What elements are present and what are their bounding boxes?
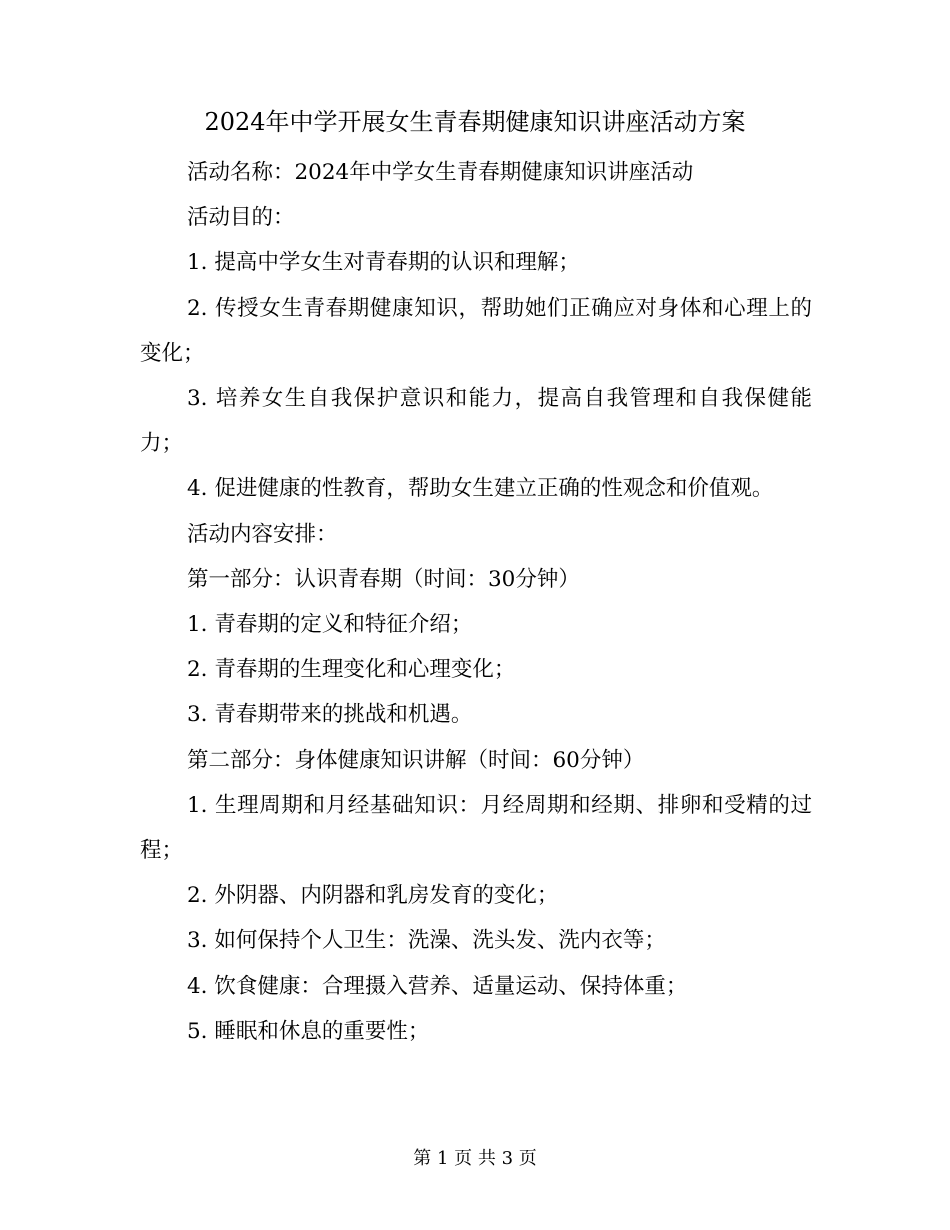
- paragraph-purpose-1: 1. 提高中学女生对青春期的认识和理解；: [187, 250, 580, 276]
- paragraph-purpose-4: 4. 促进健康的性教育，帮助女生建立正确的性观念和价值观。: [187, 476, 774, 502]
- document-title: 2024年中学开展女生青春期健康知识讲座活动方案: [204, 108, 746, 136]
- paragraph-part-two-heading: 第二部分：身体健康知识讲解（时间：60分钟）: [187, 747, 645, 773]
- document-body: [140, 150, 812, 1054]
- paragraph-purpose-heading: 活动目的：: [187, 205, 295, 231]
- paragraph-purpose-3: 3. 培养女生自我保护意识和能力，提高自我管理和自我保健能力；: [140, 386, 812, 457]
- paragraph-part-one-item-3: 3. 青春期带来的挑战和机遇。: [187, 702, 473, 728]
- paragraph-part-one-heading: 第一部分：认识青春期（时间：30分钟）: [187, 566, 580, 592]
- page-footer: 第 1 页 共 3 页: [413, 1148, 537, 1169]
- paragraph-part-two-item-5: 5. 睡眠和休息的重要性；: [187, 1018, 430, 1044]
- paragraph-part-two-item-4: 4. 饮食健康：合理摄入营养、适量运动、保持体重；: [187, 973, 688, 999]
- paragraph-part-one-item-2: 2. 青春期的生理变化和心理变化；: [187, 657, 516, 683]
- paragraph-activity-name: 活动名称：2024年中学女生青春期健康知识讲座活动: [187, 160, 694, 185]
- paragraph-content-heading: 活动内容安排：: [187, 521, 338, 547]
- paragraph-part-two-item-3: 3. 如何保持个人卫生：洗澡、洗头发、洗内衣等；: [187, 928, 666, 954]
- paragraph-part-two-item-1: 1. 生理周期和月经基础知识：月经周期和经期、排卵和受精的过程；: [140, 792, 812, 864]
- paragraph-part-two-item-2: 2. 外阴器、内阴器和乳房发育的变化；: [187, 883, 559, 909]
- paragraph-part-one-item-1: 1. 青春期的定义和特征介绍；: [187, 612, 473, 638]
- paragraph-purpose-2: 2. 传授女生青春期健康知识，帮助她们正确应对身体和心理上的变化；: [140, 295, 812, 366]
